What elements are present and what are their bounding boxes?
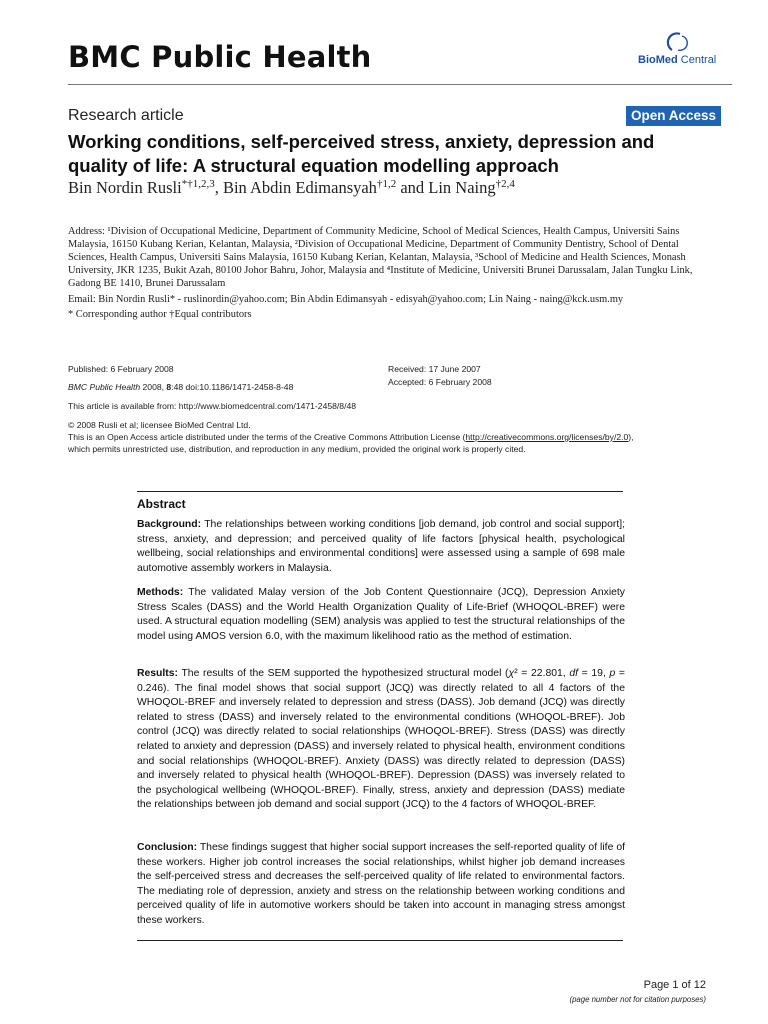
background-text: The relationships between working conditions [job demand, job control and social support]; stress, anxiety, and depression; and perceived quality of life factors [physical health, psychological wellbeing, social relationships and environmental conditions] were assessed using a sample of 698 male automotive assembly workers in Malaysia.	[137, 519, 625, 574]
page-number-note: (page number not for citation purposes)	[569, 995, 706, 1004]
license-line	[68, 432, 634, 442]
corresponding-author-note: * Corresponding author †Equal contributors	[68, 309, 252, 320]
author-name: Lin Naing	[428, 178, 496, 197]
results-text: = 0.246). The final model shows that social support (JCQ) was directly related to all 4 factors of the WHOQOL-BREF and inversely related to depression and stress (DASS). Job demand (JCQ) was directly related to stress (DASS) and inversely related to the environmental conditions (WHOQOL-BREF). Job control (JCQ) was directly related to social relationships (WHOQOL-BREF). Stress (DASS) was directly related to anxiety and depression (DASS) and inversely related to physical health, environment conditions and social relationships (WHOQOL-BREF). Anxiety (DASS) was directly related to depression (DASS) and inversely related to physical health (WHOQOL-BREF). Depression (DASS) was inversely related to the psychological wellbeing (WHOQOL-BREF). Finally, stress, anxiety and depression (DASS) mediate the relationships between job demand and social support (JCQ) to the 4 factors of WHOQOL-BREF.	[137, 668, 625, 811]
citation-year: 2008,	[140, 382, 167, 392]
abstract-top-rule	[137, 491, 623, 492]
abstract-heading: Abstract	[137, 497, 186, 511]
abstract-methods	[137, 586, 625, 644]
abstract-bottom-rule	[137, 940, 623, 941]
methods-text: The validated Malay version of the Job Content Questionnaire (JCQ), Depression Anxiety Stress Scales (DASS) and the World Health Organization Quality of Life-Brief (WHOQOL-BREF) were used. A structural equation modelling (SEM) analysis was applied to test the structural relationships of the model using AMOS version 6.0, with the maximum likelihood ratio as the method of estimation.	[137, 587, 625, 642]
author-separator: and	[396, 178, 429, 197]
copyright-notice: © 2008 Rusli et al; licensee BioMed Central Ltd.	[68, 420, 251, 430]
license-text: This is an Open Access article distributed under the terms of the Creative Commons Attribution License (	[68, 432, 466, 442]
article-availability: This article is available from: http://www.biomedcentral.com/1471-2458/8/48	[68, 401, 357, 411]
results-df: df	[569, 668, 579, 679]
results-p: p	[609, 668, 616, 679]
author-affiliation-mark: †2,4	[495, 178, 515, 190]
results-text: The results of the SEM supported the hypothesized structural model (	[178, 668, 509, 679]
citation-rest: :48 doi:10.1186/1471-2458-8-48	[171, 382, 294, 392]
conclusion-text: These findings suggest that higher social support increases the self-reported quality of life of these workers. Higher job control increases the social relationships, whilst higher job demand increases the self-perceived stress and decreases the self-perceived quality of life related to environmental factors. The mediating role of depression, anxiety and stress on the relationship between working conditions and perceived quality of life in automotive workers should be taken into account in managing stress amongst these workers.	[137, 842, 625, 926]
citation	[68, 382, 293, 392]
abstract-background	[137, 518, 625, 576]
author-emails: Email: Bin Nordin Rusli* - ruslinordin@yahoo.com; Bin Abdin Edimansyah - edisyah@yahoo.com; Lin Naing - naing@kck.usm.my	[68, 294, 624, 305]
license-text-end: ),	[628, 432, 634, 442]
results-label: Results:	[137, 668, 178, 679]
accepted-date: Accepted: 6 February 2008	[388, 377, 492, 387]
published-date: Published: 6 February 2008	[68, 364, 174, 374]
abstract-conclusion	[137, 841, 625, 929]
logo-central: Central	[677, 54, 717, 66]
results-text: ² = 22.801,	[514, 668, 570, 679]
license-line-2: which permits unrestricted use, distribution, and reproduction in any medium, provided the original work is properly cited.	[68, 444, 526, 454]
author-addresses: Address: ¹Division of Occupational Medicine, Department of Community Medicine, School of Medical Sciences, Health Campus, Universiti Sains Malaysia, 16150 Kubang Kerian, Kelantan, Malaysia, ²Division of Occupational Medicine, Department of Community Dentistry, School of Dental Sciences, Health Campus, Universiti Sains Malaysia, 16150 Kubang Kerian, Kelantan, Malaysia, ³School of Medicine and Health Sciences, Monash University, JKR 1235, Bukit Azah, 80100 Johor Bahru, Johor, Malaysia and ⁴Institute of Medicine, Universiti Brunei Darussalam, Jalan Tungku Link, Gadong BE 1410, Brunei Darussalam	[68, 226, 693, 289]
author-list	[68, 178, 515, 198]
conclusion-label: Conclusion:	[137, 842, 198, 853]
author-name: Bin Abdin Edimansyah	[222, 178, 377, 197]
abstract-results	[137, 667, 625, 813]
author-name: Bin Nordin Rusli	[68, 178, 182, 197]
open-access-badge: Open Access	[626, 106, 721, 126]
journal-title: BMC Public Health	[68, 40, 372, 74]
logo-bio: BioMed	[638, 54, 678, 66]
article-title: Working conditions, self-perceived stress, anxiety, depression and quality of life: A structural equation modelling approach	[68, 131, 655, 176]
header-divider	[68, 84, 732, 85]
background-label: Background:	[137, 519, 202, 530]
author-separator: ,	[214, 178, 223, 197]
citation-journal: BMC Public Health	[68, 382, 141, 392]
received-date: Received: 17 June 2007	[388, 364, 481, 374]
citation-volume: 8	[166, 382, 172, 392]
author-affiliation-mark: †1,2	[376, 178, 397, 190]
biomed-central-logo	[636, 30, 726, 70]
results-text: = 19,	[578, 668, 610, 679]
results-chi-symbol: χ	[508, 668, 515, 679]
author-affiliation-mark: *†1,2,3	[181, 178, 215, 190]
methods-label: Methods:	[137, 587, 184, 598]
license-link[interactable]: http://creativecommons.org/licenses/by/2.0	[465, 432, 629, 442]
article-type: Research article	[68, 107, 184, 124]
logo-arc-icon	[666, 30, 692, 54]
page-number: Page 1 of 12	[643, 979, 706, 991]
logo-text	[638, 54, 716, 66]
